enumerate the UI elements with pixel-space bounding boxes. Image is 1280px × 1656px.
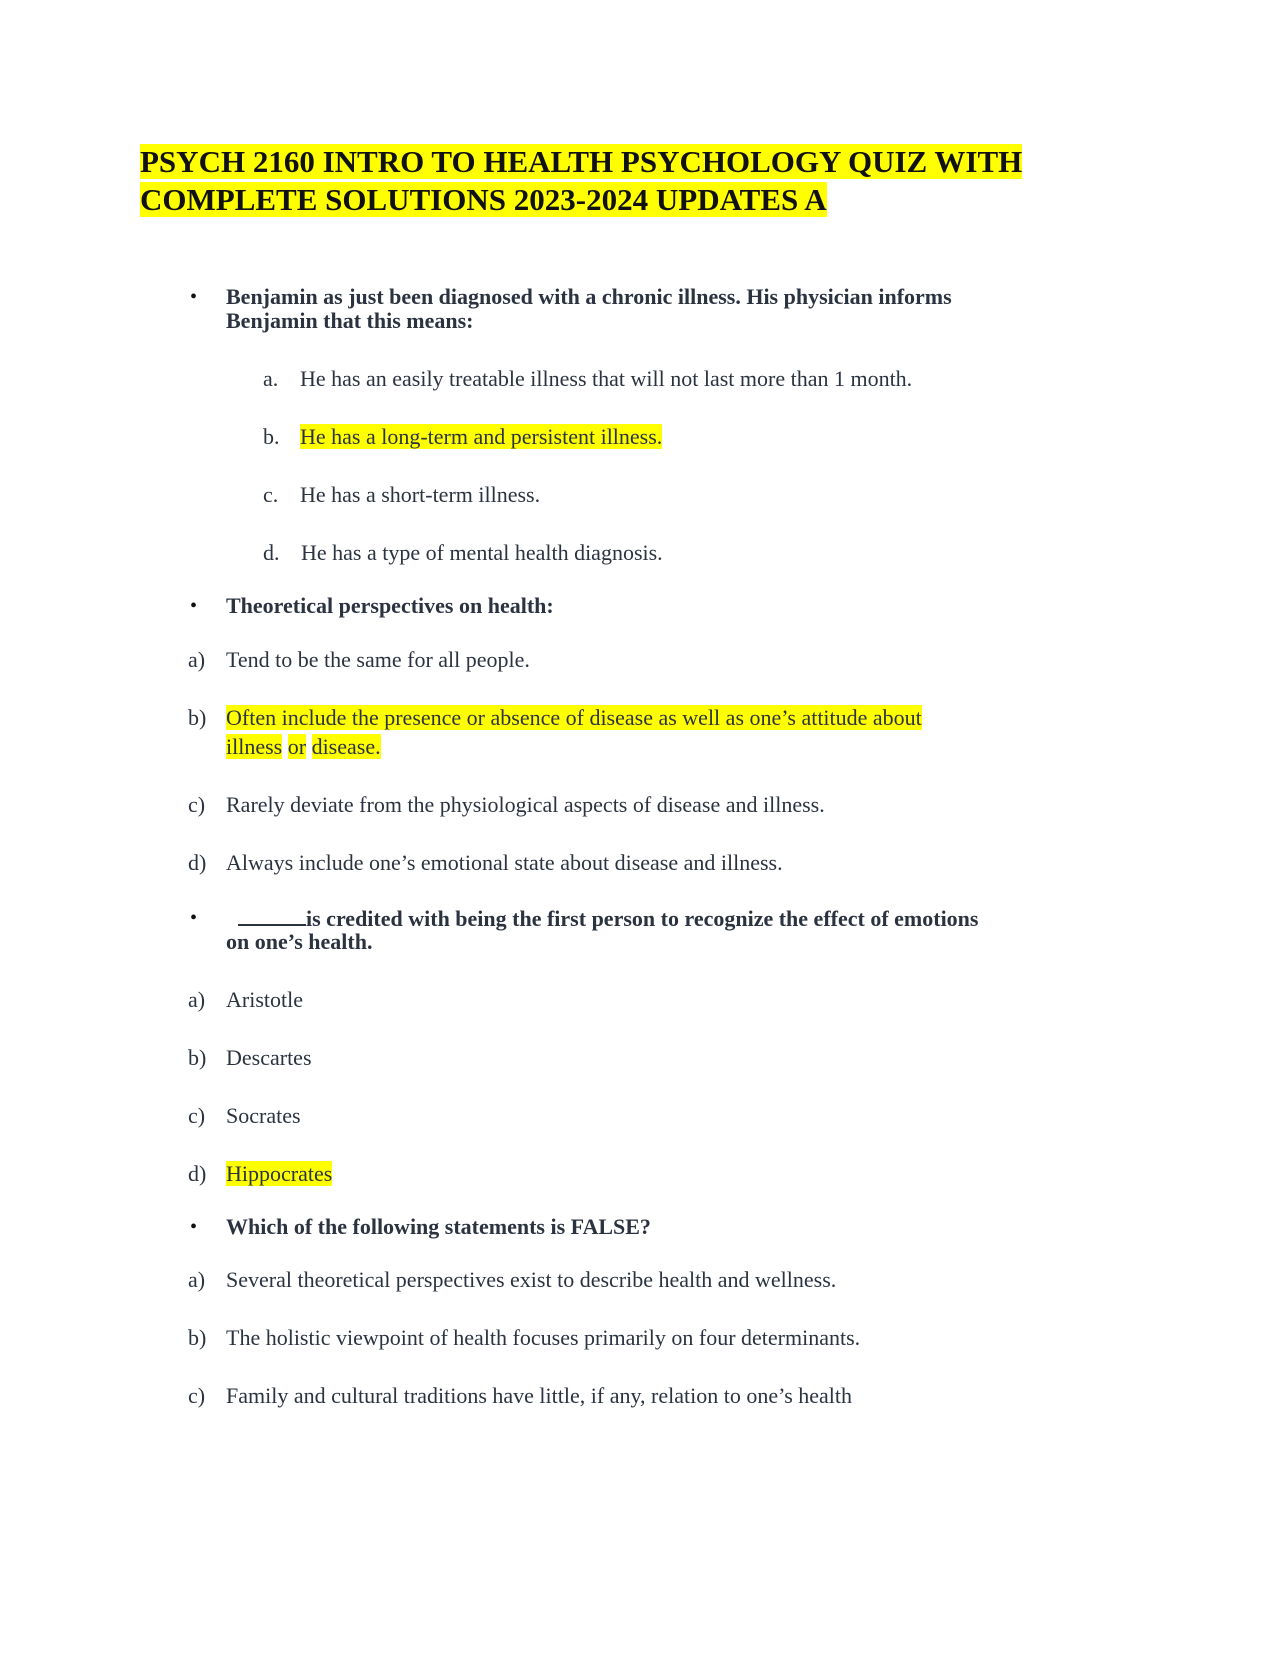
option-text: Tend to be the same for all people. [226,647,530,672]
option-text: The holistic viewpoint of health focuses primarily on four determinants. [226,1325,861,1350]
option-text: Rarely deviate from the physiological aspects of disease and illness. [226,792,825,817]
bullet-icon: • [190,286,198,308]
option-text: Aristotle [226,987,303,1012]
option-marker: c) [188,792,206,817]
title-line-2: COMPLETE SOLUTIONS 2023-2024 UPDATES A [140,182,827,217]
answer-highlight: illness [226,734,283,759]
option-marker: c) [188,1103,206,1128]
option-text-correct [226,705,922,731]
option-text: He has an easily treatable illness that will not last more than 1 month. [300,366,913,391]
option-marker: b) [188,1325,207,1350]
document-title [140,143,1150,219]
option-marker: a) [188,1267,206,1292]
option-marker: a) [188,647,206,672]
answer-highlight: disease. [311,734,381,759]
bullet-icon: • [190,595,198,617]
option-text: Family and cultural traditions have little, if any, relation to one’s health [226,1383,853,1408]
question-1-stem-line-2: Benjamin that this means: [226,308,474,333]
option-marker: d) [188,850,207,875]
question-3-stem-line-2: on one’s health. [226,929,373,954]
answer-highlight: or [287,734,307,759]
option-marker: b. [263,424,280,449]
option-text-correct-line-2 [226,734,381,760]
option-marker: a) [188,987,206,1012]
option-marker: d) [188,1161,207,1186]
option-text: Always include one’s emotional state about disease and illness. [226,850,783,875]
option-text: Socrates [226,1103,301,1128]
question-2-stem: Theoretical perspectives on health: [226,593,554,618]
option-text-correct [300,424,662,450]
option-text-correct [226,1161,332,1187]
option-marker: c) [188,1383,206,1408]
option-marker: c. [263,482,279,507]
answer-highlight: Often include the presence or absence of disease as well as one’s attitude about [226,705,922,730]
question-1-stem-line-1: Benjamin as just been diagnosed with a chronic illness. His physician informs [226,284,952,309]
bullet-icon: • [190,1216,198,1238]
question-4-stem: Which of the following statements is FALSE? [226,1214,651,1239]
question-3-stem-line-1 [226,906,978,931]
option-marker: b) [188,705,207,730]
option-marker: a. [263,366,279,391]
option-text: Several theoretical perspectives exist to describe health and wellness. [226,1267,837,1292]
option-text: Descartes [226,1045,312,1070]
title-line-1: PSYCH 2160 INTRO TO HEALTH PSYCHOLOGY QUIZ WITH [140,144,1023,179]
fill-in-blank [238,906,306,926]
answer-highlight: He has a long-term and persistent illness. [300,424,663,449]
answer-highlight: Hippocrates [226,1161,333,1186]
option-text: He has a short-term illness. [300,482,541,507]
option-marker: d. [263,540,280,565]
option-text: He has a type of mental health diagnosis. [301,540,663,565]
question-3-stem-text: is credited with being the first person to recognize the effect of emotions [306,906,979,931]
bullet-icon: • [190,907,198,929]
option-marker: b) [188,1045,207,1070]
